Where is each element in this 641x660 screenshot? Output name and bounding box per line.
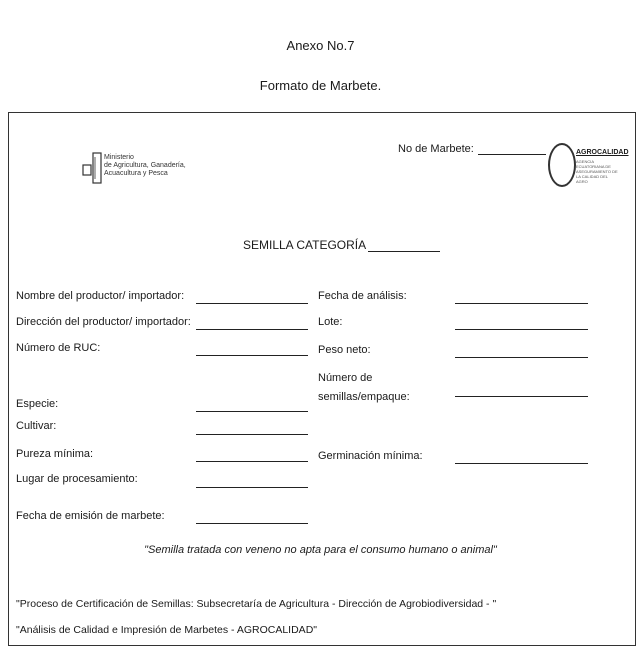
agrocalidad-emblem-icon [548,143,576,187]
ministry-line-1: Ministerio [104,154,134,161]
field-line-net-weight [455,357,588,358]
semilla-categoria-label: SEMILLA CATEGORÍA [243,238,367,252]
field-line-analysis-date [455,303,588,304]
field-line-purity [196,461,308,462]
field-label-germination: Germinación mínima: [318,450,423,462]
field-label-ruc: Número de RUC: [16,342,101,354]
field-label-purity: Pureza mínima: [16,448,94,460]
field-label-net-weight: Peso neto: [318,344,371,356]
ministry-logo [82,147,202,197]
field-label-cultivar: Cultivar: [16,420,57,432]
field-label-species: Especie: [16,398,59,410]
field-label-seeds-count-2: semillas/empaque: [318,391,410,403]
ministry-line-2: de Agricultura, Ganadería, [104,162,186,169]
field-line-processing-place [196,487,308,488]
field-line-lot [455,329,588,330]
field-label-lot: Lote: [318,316,343,328]
ministry-line-3: Acuacultura y Pesca [104,170,168,177]
marbete-number-label: No de Marbete: [398,143,474,155]
field-line-species [196,411,308,412]
annex-title: Anexo No.7 [286,38,355,53]
field-label-seeds-count-1: Número de [318,372,373,384]
field-line-ruc [196,355,308,356]
field-line-cultivar [196,434,308,435]
field-label-producer-address: Dirección del productor/ importador: [16,316,191,328]
semilla-categoria [243,238,440,252]
field-line-seeds-count [455,396,588,397]
agrocalidad-logo [548,135,629,195]
footer-line-2: "Análisis de Calidad e Impresión de Marbetes - AGROCALIDAD" [16,624,317,636]
marbete-number-line [478,154,546,155]
poison-warning: "Semilla tratada con veneno no apta para el consumo humano o animal" [144,544,497,556]
field-label-producer-name: Nombre del productor/ importador: [16,290,185,302]
footer-line-1: "Proceso de Certificación de Semillas: Subsecretaría de Agricultura - Dirección de Agrobiodiversidad - " [16,598,497,610]
field-line-producer-name [196,303,308,304]
field-label-analysis-date: Fecha de análisis: [318,290,407,302]
semilla-categoria-line [368,251,440,252]
field-line-germination [455,463,588,464]
agrocalidad-logo-subtitle: AGENCIA ECUATORIANA DE ASEGURAMIENTO DE LA CALIDAD DEL AGRO [576,159,618,184]
field-line-producer-address [196,329,308,330]
marbete-number-field [398,143,546,155]
field-line-issue-date [196,523,308,524]
field-label-issue-date: Fecha de emisión de marbete: [16,510,165,522]
format-title: Formato de Marbete. [259,78,382,93]
agrocalidad-logo-name: AGROCALIDAD [576,149,629,156]
ministry-emblem-icon [82,151,102,187]
field-label-processing-place: Lugar de procesamiento: [16,473,138,485]
